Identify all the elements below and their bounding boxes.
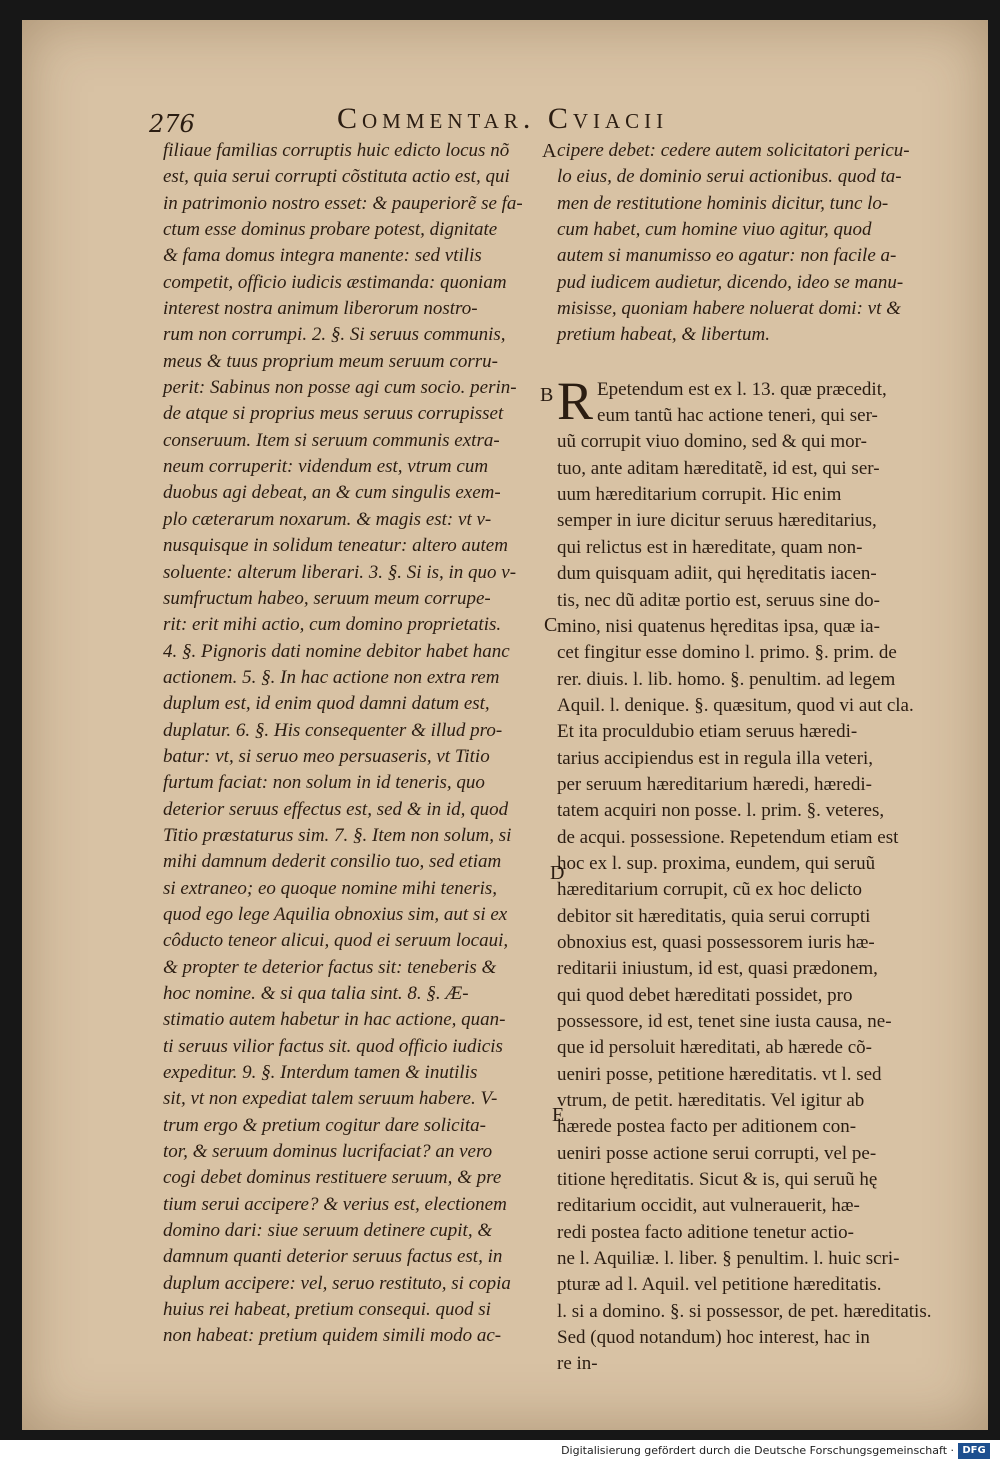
margin-letter-c: C (544, 614, 558, 636)
text-line: duplum est, id enim quod damni datum est, (163, 693, 490, 715)
text-line: meus & tuus proprium meum seruum corru- (163, 350, 498, 372)
text-line: cum habet, cum homine viuo agitur, quod (557, 219, 872, 241)
text-line: semper in iure dicitur seruus hæreditarius, (557, 510, 877, 532)
text-line: uũ corrupit viuo domino, sed & qui mor- (557, 431, 867, 453)
text-line: & propter te deterior factus sit: teneberis & (163, 956, 497, 978)
text-line: ueniri posse, petitione hæreditatis. vt l. sed (557, 1063, 882, 1085)
text-line: men de restitutione hominis dicitur, tunc lo- (557, 192, 889, 214)
right-column (557, 138, 967, 1378)
text-line: debitor sit hæreditatis, quia serui corrupti (557, 905, 871, 927)
text-line: hoc nomine. & si qua talia sint. 8. §. Æ- (163, 983, 469, 1004)
text-line: interest nostra animum liberorum nostro- (163, 298, 478, 320)
text-line: de acqui. possessione. Repetendum etiam est (557, 826, 899, 848)
text-line: uum hæreditarium corrupit. Hic enim (557, 484, 842, 506)
text-line: ueniri posse actione serui corrupti, vel pe- (557, 1142, 877, 1164)
margin-letter-e: E (552, 1104, 565, 1126)
text-line: mihi damnum dederit consilio tuo, sed etiam (163, 851, 502, 873)
text-line: damnum quanti deterior seruus factus est, in (163, 1246, 503, 1268)
text-line: ti seruus vilior factus sit. quod officio iudicis (163, 1035, 503, 1057)
margin-letter-b: B (540, 384, 554, 406)
text-line: & fama domus integra manente: sed vtilis (163, 245, 482, 267)
text-line: qui relictus est in hæreditate, quam non- (557, 536, 863, 558)
text-line: Titio præstaturus sim. 7. §. Item non solum, si (163, 824, 512, 846)
text-line: rit: erit mihi actio, cum domino proprietatis. (163, 614, 502, 636)
text-line: neum corruperit: videndum est, vtrum cum (163, 456, 489, 478)
text-line: tium serui accipere? & verius est, electionem (163, 1193, 507, 1215)
text-line: quod ego lege Aquilia obnoxius sim, aut si ex (163, 903, 508, 925)
text-line: nusquisque in solidum teneatur: altero autem (163, 535, 508, 557)
text-line: titione hęreditatis. Sicut & is, qui seruũ hę (557, 1169, 878, 1191)
text-line: sumfructum habeo, seruum meum corrupe- (163, 587, 491, 609)
text-line: Sed (quod notandum) hoc interest, hac in (557, 1327, 870, 1349)
text-line: redi postea facto aditione tenetur actio- (557, 1221, 855, 1243)
right-column-commentary (557, 370, 967, 1378)
text-line: autem si manumisso eo agatur: non facile a- (557, 245, 897, 267)
text-line: cogi debet dominus restituere seruum, & pre (163, 1167, 502, 1189)
text-line: hærede postea facto per aditionem con- (557, 1116, 857, 1138)
section-gap (557, 349, 967, 377)
text-line: reditarii iniustum, id est, quasi prædonem, (557, 958, 878, 980)
text-line: tatem acquiri non posse. l. prim. §. veteres, (557, 800, 885, 822)
text-line: hoc ex l. sup. proxima, eundem, qui seruũ (557, 852, 876, 874)
running-head (22, 102, 988, 142)
text-line: possessore, id est, tenet sine iusta causa, ne- (557, 1011, 892, 1032)
footer-strip (0, 1440, 1000, 1463)
text-line: non habeat: pretium quidem simili modo ac- (163, 1325, 502, 1347)
text-line: pretium habeat, & libertum. (557, 324, 771, 346)
text-line: côducto teneor alicui, quod ei seruum locaui, (163, 930, 509, 952)
text-line: tarius accipiendus est in regula illa veteri, (557, 747, 874, 769)
text-line: ne l. Aquiliæ. l. liber. § penultim. l. huic scri- (557, 1248, 900, 1270)
text-line: cet fingitur esse domino l. primo. §. prim. de (557, 642, 897, 664)
text-line: competit, officio iudicis æstimanda: quoniam (163, 271, 507, 293)
text-line: obnoxius est, quasi possessorem iuris hæ- (557, 931, 875, 953)
text-line: duplatur. 6. §. His consequenter & illud pro- (163, 719, 503, 741)
text-line: furtum faciat: non solum in id teneris, quo (163, 772, 485, 794)
text-line: batur: vt, si seruo meo persuaseris, vt Titio (163, 745, 490, 767)
text-line: lo eius, de dominio serui actionibus. quod ta- (557, 166, 902, 188)
text-line: pturæ ad l. Aquil. vel petitione hæreditatis. (557, 1274, 882, 1296)
text-line: deterior seruus effectus est, sed & in id, quod (163, 798, 509, 820)
text-line: per seruum hæreditarium hæredi, hæredi- (557, 773, 873, 795)
text-line: 4. §. Pignoris dati nomine debitor habet hanc (163, 640, 510, 662)
text-line: rer. diuis. l. lib. homo. §. penultim. ad legem (557, 668, 896, 690)
drop-cap: R (557, 370, 594, 431)
text-line: l. si a domino. §. si possessor, de pet. hæreditatis. (557, 1300, 932, 1322)
text-line: Et ita proculdubio etiam seruus hæredi- (557, 721, 858, 743)
funding-note: Digitalisierung gefördert durch die Deutsche Forschungsgemeinschaft · (561, 1444, 954, 1457)
text-line: Epetendum est ex l. 13. quæ præcedit, (597, 378, 887, 400)
dfg-logo: DFG (958, 1443, 990, 1459)
text-line: Aquil. l. denique. §. quæsitum, quod vi aut cla. (557, 694, 914, 716)
running-title: Commentar. Cviacii (337, 102, 669, 135)
margin-letter-d: D (550, 862, 565, 884)
text-line: ctum esse dominus probare potest, dignitate (163, 219, 498, 241)
text-line: domino dari: siue seruum detinere cupit, & (163, 1220, 493, 1242)
text-line: soluente: alterum liberari. 3. §. Si is, in quo v- (163, 561, 517, 583)
text-line: reditarium occidit, aut vulnerauerit, hæ- (557, 1195, 860, 1217)
text-line: perit: Sabinus non posse agi cum socio. perin- (163, 377, 517, 399)
text-line: actionem. 5. §. In hac actione non extra rem (163, 666, 500, 688)
margin-letter-a: A (542, 140, 557, 162)
text-line: est, quia serui corrupti cõstituta actio est, qui (163, 166, 510, 188)
text-line: conseruum. Item si seruum communis extra- (163, 429, 500, 451)
text-line: filiaue familias corruptis huic edicto locus nõ (163, 140, 510, 161)
text-line: misisse, quoniam habere noluerat domi: vt & (557, 298, 901, 320)
page-number: 276 (149, 110, 195, 138)
text-line: duplum accipere: vel, seruo restituto, si copia (163, 1272, 511, 1294)
text-line: eum tantũ hac actione teneri, qui ser- (597, 405, 878, 427)
text-line: rum non corrumpi. 2. §. Si seruus communis, (163, 324, 506, 346)
text-line: pud iudicem audietur, dicendo, ideo se manu- (557, 271, 904, 293)
book-page (22, 20, 988, 1430)
text-line: vtrum, de petit. hæreditatis. Vel igitur ab (557, 1090, 865, 1112)
text-line: sit, vt non expediat talem seruum habere. V- (163, 1088, 498, 1110)
text-line: in patrimonio nostro esset: & pauperiorẽ se fa- (163, 192, 523, 214)
text-line: plo cæterarum noxarum. & magis est: vt v- (163, 508, 492, 530)
text-line: si extraneo; eo quoque nomine mihi teneris, (163, 877, 498, 899)
text-line: stimatio autem habetur in hac actione, quan- (163, 1009, 506, 1031)
text-line: tuo, ante aditam hæreditatẽ, id est, qui ser- (557, 457, 880, 479)
text-line: cipere debet: cedere autem solicitatori pericu- (557, 140, 910, 161)
text-line: expeditur. 9. §. Interdum tamen & inutilis (163, 1062, 478, 1084)
text-line: dum quisquam adiit, qui hęreditatis iacen- (557, 563, 877, 585)
text-line: huius rei habeat, pretium consequi. quod si (163, 1299, 491, 1321)
text-line: tor, & seruum dominus lucrifaciat? an vero (163, 1141, 493, 1163)
text-line: qui quod debet hæreditati possidet, pro (557, 984, 853, 1006)
text-line: trum ergo & pretium cogitur dare solicita- (163, 1114, 486, 1136)
right-column-law-text (557, 138, 967, 349)
text-line: mino, nisi quatenus hęreditas ipsa, quæ ia- (557, 615, 880, 637)
text-line: duobus agi debeat, an & cum singulis exem- (163, 482, 501, 504)
text-line: tis, nec dũ aditæ portio est, seruus sine do- (557, 589, 880, 611)
text-line: de atque si proprius meus seruus corrupisset (163, 403, 504, 425)
text-line: hæreditarium corrupit, cũ ex hoc delicto (557, 879, 862, 901)
text-line: re in- (557, 1353, 598, 1375)
left-column-text (163, 138, 558, 1350)
text-line: que id persoluit hæreditati, ab hærede cõ- (557, 1037, 872, 1059)
